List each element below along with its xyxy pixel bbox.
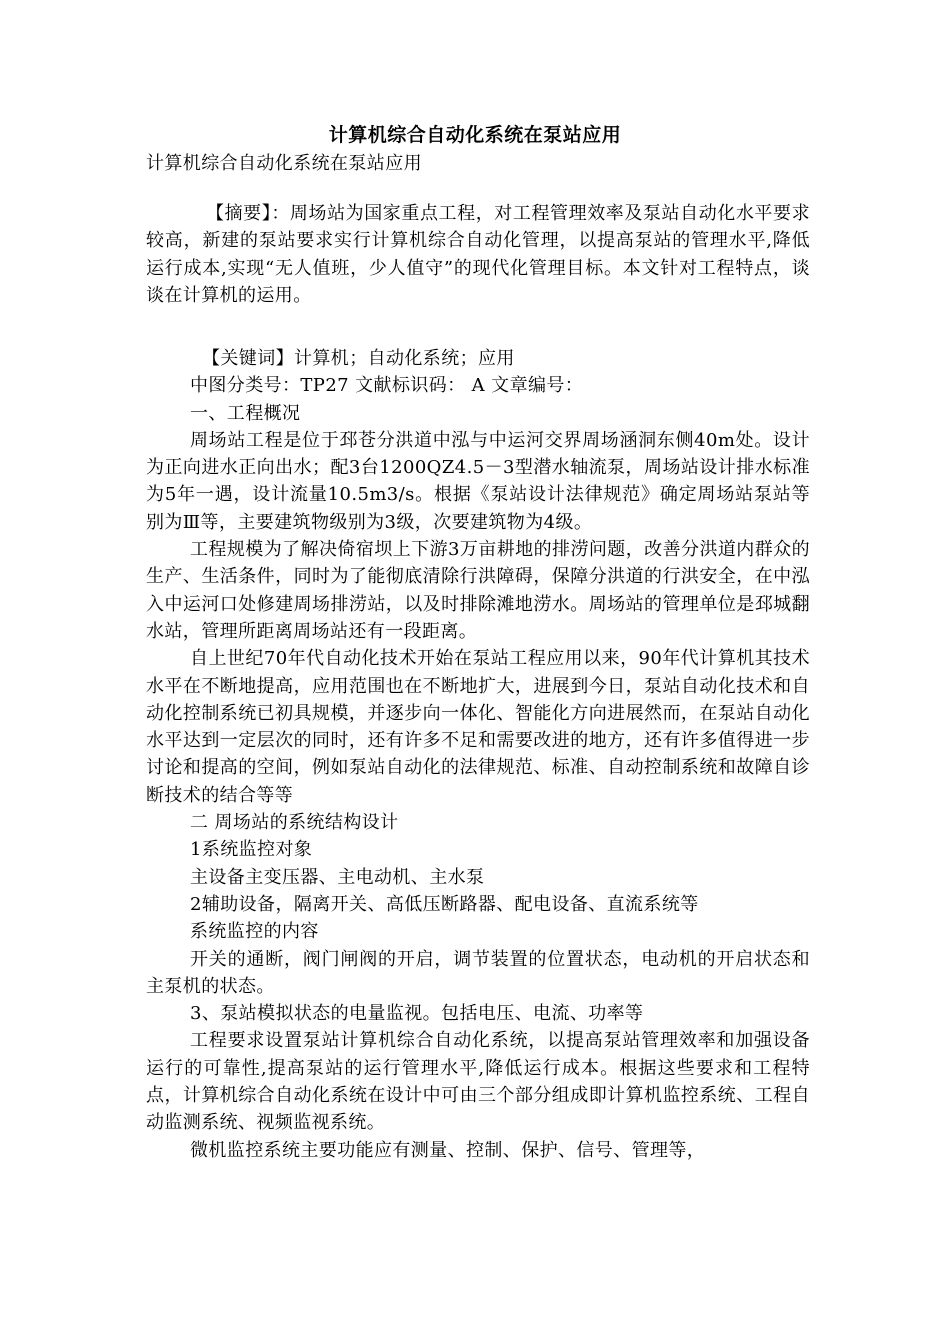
body-paragraph: 工程规模为了解决倚宿坝上下游3万亩耕地的排涝问题，改善分洪道内群众的生产、生活条件，同时为了能彻底清除行洪障碍，保障分洪道的行洪安全，在中泓入中运河口处修建周场排涝站，以及时排除滩地涝水。周场站的管理单位是邳城翻水站，管理所距离周场站还有一段距离。 bbox=[146, 539, 810, 642]
keywords-line: 【关键词】计算机；自动化系统；应用 bbox=[202, 348, 515, 369]
body-paragraph: 微机监控系统主要功能应有测量、控制、保护、信号、管理等， bbox=[190, 1139, 706, 1161]
section-heading: 一、工程概况 bbox=[190, 402, 301, 424]
body-paragraph: 主设备主变压器、主电动机、主水泵 bbox=[190, 866, 485, 888]
document-title: 计算机综合自动化系统在泵站应用 bbox=[328, 124, 622, 146]
document-subtitle: 计算机综合自动化系统在泵站应用 bbox=[146, 153, 422, 174]
classification-line: 中图分类号：TP27 文献标识码： A 文章编号： bbox=[190, 375, 584, 397]
document-body bbox=[146, 345, 810, 1164]
body-paragraph: 周场站工程是位于邳苍分洪道中泓与中运河交界周场涵洞东侧40m处。设计为正向进水正向出水；配3台1200QZ4.5－3型潜水轴流泵，周场站设计排水标准为5年一遇，设计流量10.5m3/s。根据《泵站设计法律规范》确定周场站泵站等别为Ⅲ等，主要建筑物级别为3级，次要建筑物为4级。 bbox=[146, 429, 810, 533]
body-paragraph: 1系统监控对象 bbox=[190, 839, 313, 861]
section-heading: 二 周场站的系统结构设计 bbox=[190, 812, 399, 834]
body-paragraph: 开关的通断，阀门闸阀的开启，调节装置的位置状态，电动机的开启状态和主泵机的状态。 bbox=[146, 948, 810, 997]
body-paragraph: 工程要求设置泵站计算机综合自动化系统，以提高泵站管理效率和加强设备运行的可靠性,提高泵站的运行管理水平,降低运行成本。根据这些要求和工程特点，计算机综合自动化系统在设计中可由三个部分组成即计算机监控系统、工程自动监测系统、视频监视系统。 bbox=[146, 1030, 810, 1134]
body-paragraph: 系统监控的内容 bbox=[190, 921, 319, 943]
abstract-paragraph: 【摘要】：周场站为国家重点工程，对工程管理效率及泵站自动化水平要求较高，新建的泵站要求实行计算机综合自动化管理，以提高泵站的管理水平,降低运行成本,实现“无人值班，少人值守”的现代化管理目标。本文针对工程特点，谈谈在计算机的运用。 bbox=[146, 203, 810, 306]
body-paragraph: 自上世纪70年代自动化技术开始在泵站工程应用以来，90年代计算机其技术水平在不断地提高，应用范围也在不断地扩大，进展到今日，泵站自动化技术和自动化控制系统已初具规模，并逐步向一体化、智能化方向进展然而，在泵站自动化水平达到一定层次的同时，还有许多不足和需要改进的地方，还有许多值得进一步讨论和提高的空间，例如泵站自动化的法律规范、标准、自动控制系统和故障自诊断技术的结合等等 bbox=[146, 648, 810, 806]
body-paragraph: 3、泵站模拟状态的电量监视。包括电压、电流、功率等 bbox=[190, 1003, 644, 1025]
body-paragraph: 2辅助设备，隔离开关、高低压断路器、配电设备、直流系统等 bbox=[190, 893, 699, 915]
